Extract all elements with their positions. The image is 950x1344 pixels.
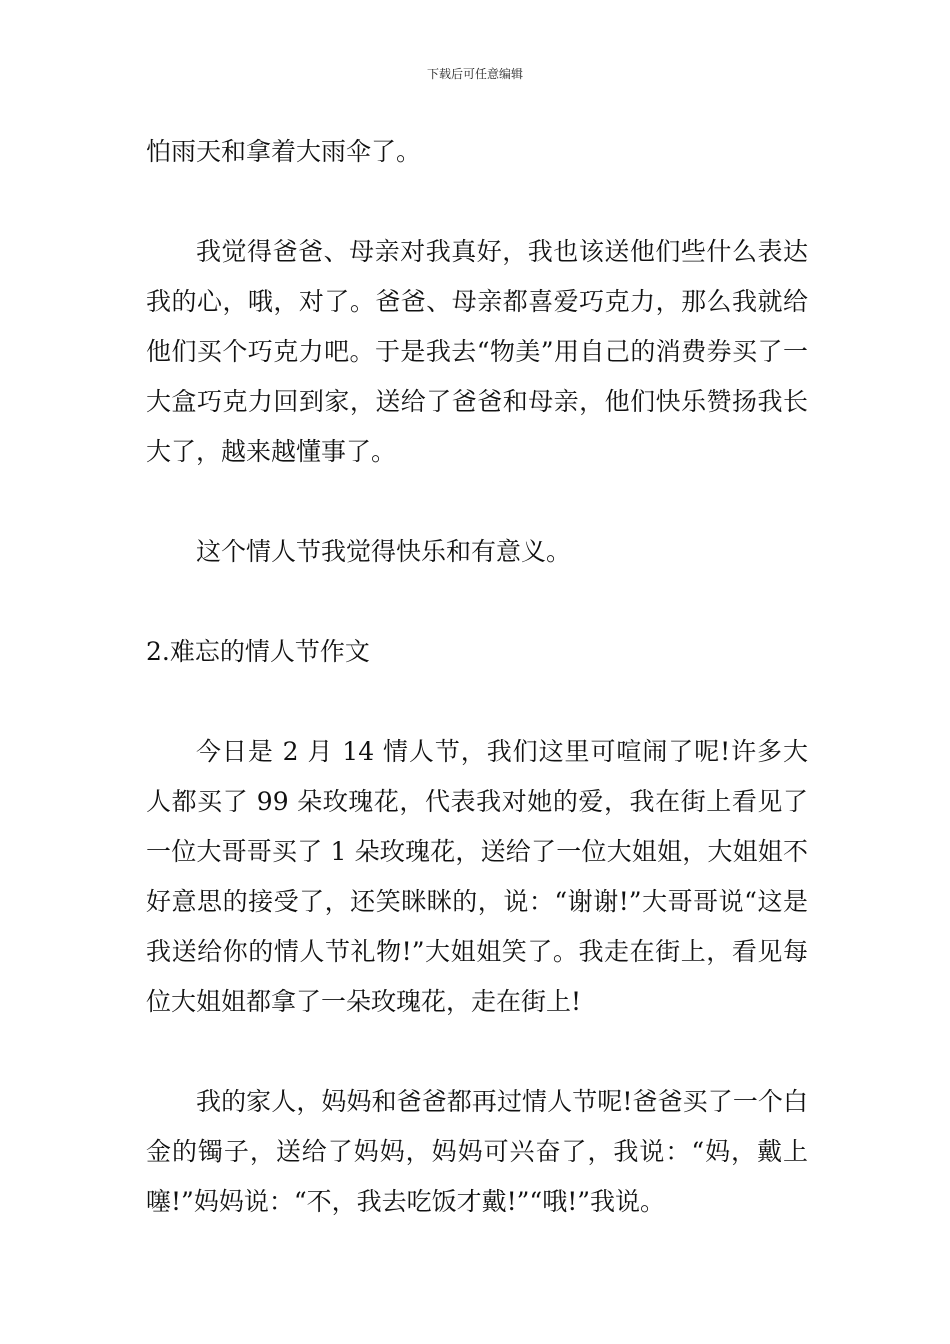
paragraph-street-roses: 今日是 2 月 14 情人节，我们这里可喧闹了呢!许多大人都买了 99 朵玫瑰花，代表我对她的爱，我在街上看见了一位大哥哥买了 1 朵玫瑰花，送给了一位大姐姐，大姐姐不好意思的接受了，还笑眯眯的，说：“谢谢!”大哥哥说“这是我送给你的情人节礼物!”大姐姐笑了。我走在街上，看见每位大姐姐都拿了一朵玫瑰花，走在街上! [146,737,808,1016]
document-body [146,127,808,1227]
paragraph-meaningful: 这个情人节我觉得快乐和有意义。 [196,537,572,566]
paragraph-family-bracelet: 我的家人，妈妈和爸爸都再过情人节呢!爸爸买了一个白金的镯子，送给了妈妈，妈妈可兴奋了，我说：“妈，戴上噻!”妈妈说：“不，我去吃饭才戴!”“哦!”我说。 [146,1087,808,1216]
paragraph-gift-chocolate: 我觉得爸爸、母亲对我真好，我也该送他们些什么表达我的心，哦，对了。爸爸、母亲都喜爱巧克力，那么我就给他们买个巧克力吧。于是我去“物美”用自己的消费券买了一大盒巧克力回到家，送给了爸爸和母亲，他们快乐赞扬我长大了，越来越懂事了。 [146,237,808,466]
page-header: 下载后可任意编辑 [426,67,523,81]
paragraph-continuation: 怕雨天和拿着大雨伞了。 [146,137,422,166]
section-heading: 2.难忘的情人节作文 [146,637,370,666]
